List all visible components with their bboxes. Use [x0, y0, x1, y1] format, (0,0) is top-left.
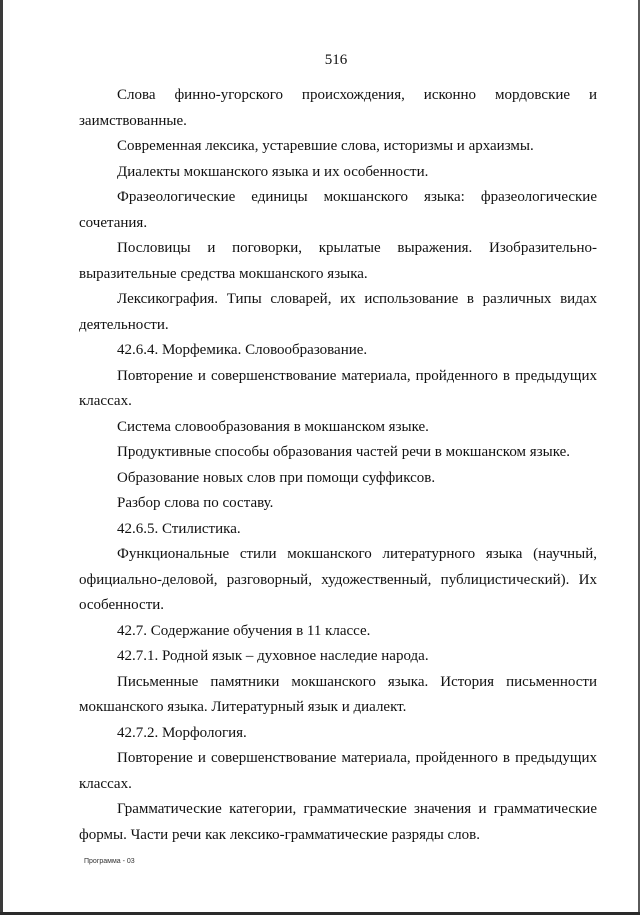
section-heading: 42.6.5. Стилистика. [117, 520, 241, 537]
section-heading: 42.6.4. Морфемика. Словообразование. [117, 342, 368, 358]
paragraph: Фразеологические единицы мокшанского языка: фразеологические сочетания. [79, 189, 597, 231]
paragraph: Пословицы и поговорки, крылатые выражения. Изобразительно-выразительные средства мокшанского языка. [79, 240, 597, 282]
paragraph: Повторение и совершенствование материала, пройденного в предыдущих классах. [79, 750, 597, 792]
paragraph: Диалекты мокшанского языка и их особенности. [117, 163, 429, 180]
section-heading: 42.7. Содержание обучения в 11 классе. [117, 622, 371, 639]
section-heading: 42.7.2. Морфология. [117, 724, 247, 741]
paragraph: Разбор слова по составу. [117, 495, 274, 511]
paragraph: Повторение и совершенствование материала, пройденного в предыдущих классах. [79, 367, 597, 409]
footer-label: Программа - 03 [84, 858, 135, 865]
paragraph: Письменные памятники мокшанского языка. История письменности мокшанского языка. Литературный язык и диалект. [79, 673, 597, 715]
paragraph: Образование новых слов при помощи суффиксов. [117, 469, 436, 486]
page-number: 516 [324, 52, 348, 68]
paragraph: Грамматические категории, грамматические значения и грамматические формы. Части речи как лексико-грамматические разряды слов. [79, 801, 597, 843]
paragraph: Система словообразования в мокшанском языке. [117, 418, 429, 435]
paragraph: Современная лексика, устаревшие слова, историзмы и архаизмы. [117, 138, 534, 154]
paragraph: Продуктивные способы образования частей речи в мокшанском языке. [117, 444, 571, 460]
section-heading: 42.7.1. Родной язык – духовное наследие народа. [117, 648, 429, 664]
scan-edge-left [0, 0, 3, 915]
paragraph: Функциональные стили мокшанского литературного языка (научный, официально-деловой, разговорный, художественный, публицистический). Их особенности. [79, 546, 597, 613]
paragraph: Слова финно-угорского происхождения, исконно мордовские и заимствованные. [79, 87, 597, 129]
document-body [79, 83, 597, 848]
paragraph: Лексикография. Типы словарей, их использование в различных видах деятельности. [79, 291, 597, 333]
